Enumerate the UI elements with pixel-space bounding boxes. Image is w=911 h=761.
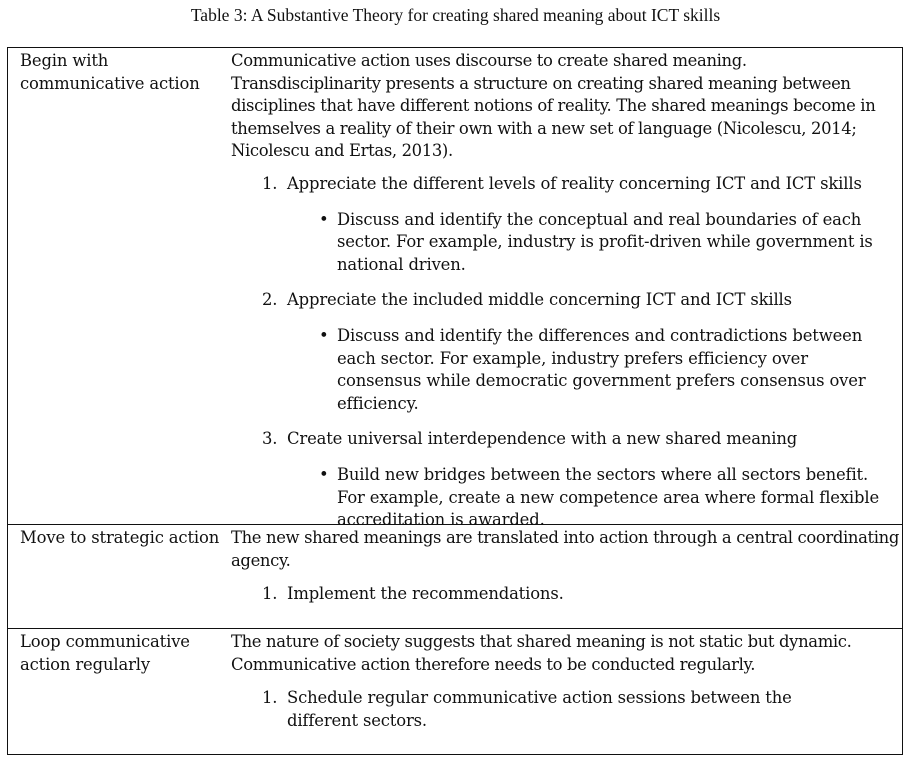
stage-cell: Begin with communicative action <box>20 51 200 93</box>
bullet-text: Discuss and identify the conceptual and real boundaries of each sector. For example, industry is profit-driven while government is national driven. <box>337 209 873 274</box>
description-text: The new shared meanings are translated into action through a central coordinating agency. <box>231 528 899 570</box>
step-number: 1. <box>262 688 278 708</box>
step-text: Create universal interdependence with a new shared meaning <box>287 429 798 449</box>
step-number: 1. <box>262 584 278 604</box>
numbered-step <box>262 173 899 196</box>
step-text: Implement the recommendations. <box>287 584 564 604</box>
step-text: Appreciate the included middle concerning ICT and ICT skills <box>287 290 792 310</box>
bullet-icon: • <box>319 209 329 229</box>
bullet-point <box>319 464 897 532</box>
table-row <box>8 48 902 530</box>
numbered-step <box>262 289 899 312</box>
step-number: 1. <box>262 173 278 193</box>
stage-cell: Move to strategic action <box>20 528 220 547</box>
bullet-point <box>319 209 897 277</box>
description-text: The nature of society suggests that shared meaning is not static but dynamic. Communicative action therefore needs to be conducted regularly. <box>231 632 852 674</box>
step-number: 2. <box>262 290 278 310</box>
step-text: Schedule regular communicative action sessions between the different sectors. <box>287 688 792 730</box>
bullet-text: Build new bridges between the sectors where all sectors benefit. For example, create a new competence area where formal flexible accreditation is awarded. <box>337 464 880 530</box>
description-cell <box>231 527 899 606</box>
bullet-text: Discuss and identify the differences and contradictions between each sector. For example, industry prefers efficiency over consensus while democratic government prefers consensus over efficiency. <box>337 325 866 413</box>
bullet-icon: • <box>319 464 329 484</box>
description-cell <box>231 50 899 532</box>
bullet-point <box>319 325 897 415</box>
bullet-icon: • <box>319 325 329 345</box>
step-number: 3. <box>262 429 278 449</box>
table-row <box>8 629 902 754</box>
table-row <box>8 525 902 629</box>
description-cell <box>231 631 899 732</box>
numbered-step <box>262 583 899 606</box>
step-text: Appreciate the different levels of reality concerning ICT and ICT skills <box>287 173 862 193</box>
stage-cell: Loop communicative action regularly <box>20 632 190 674</box>
substantive-theory-table <box>7 47 903 755</box>
description-text: Communicative action uses discourse to create shared meaning. Transdisciplinarity presents a structure on creating shared meaning between disciplines that have different notions of reality. The shared meanings become in themselves a reality of their own with a new set of language (Nicolescu, 2014; Nicolescu and Ertas, 2013). <box>231 51 876 161</box>
numbered-step <box>262 687 867 732</box>
table-caption: Table 3: A Substantive Theory for creating shared meaning about ICT skills <box>190 5 721 25</box>
numbered-step <box>262 428 899 451</box>
